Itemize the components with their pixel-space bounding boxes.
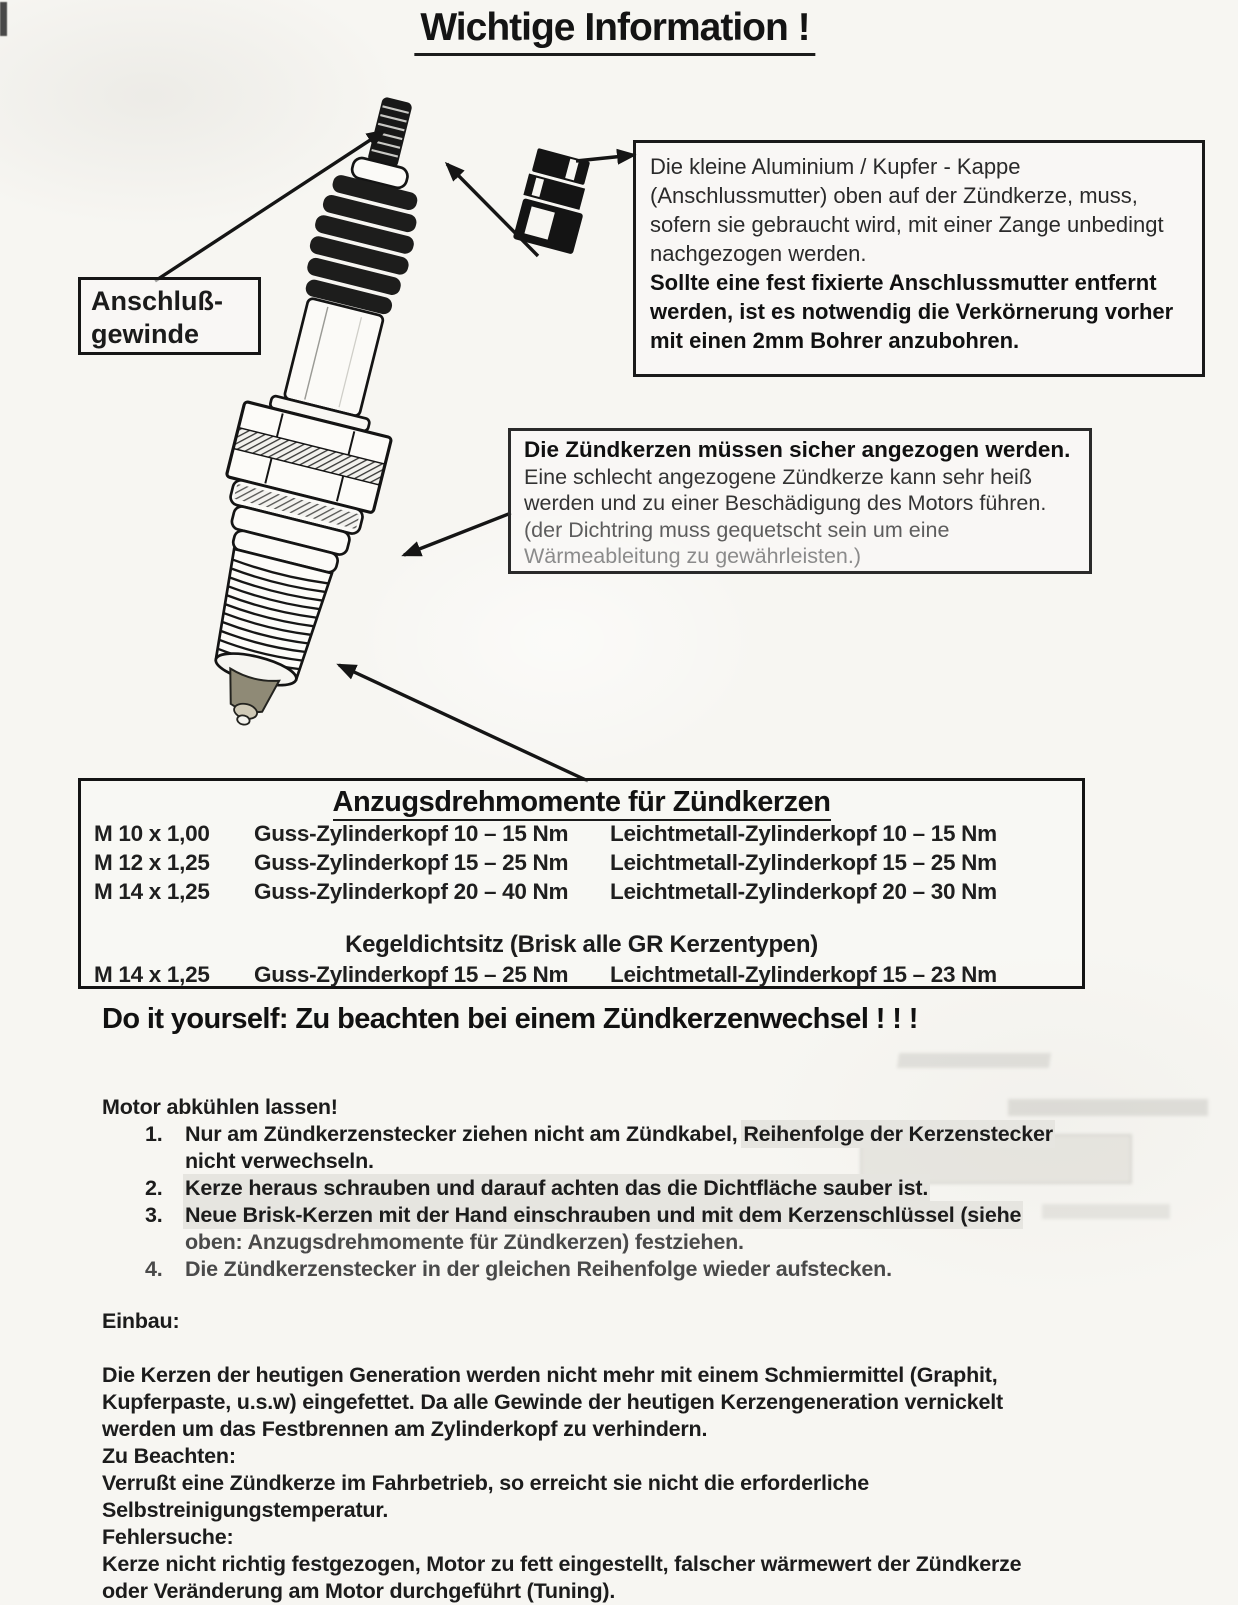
cast-head-torque: Guss-Zylinderkopf 15 – 25 Nm [254,962,569,987]
install-paragraph-line: Die Kerzen der heutigen Generation werden nicht mehr mit einem Schmiermittel (Graphit, [102,1363,998,1387]
cap-note-line: nachgezogen werden. [650,241,867,266]
tighten-note-line: Eine schlecht angezogene Zündkerze kann sehr heiß [524,464,1032,489]
alloy-head-torque: Leichtmetall-Zylinderkopf 15 – 25 Nm [610,850,997,875]
cap-note-bold-line: werden, ist es notwendig die Verkörnerung vorher [650,299,1174,324]
cap-note-line: sofern sie gebraucht wird, mit einer Zange unbedingt [650,212,1164,237]
step-number: 1. [145,1122,163,1146]
cast-head-torque: Guss-Zylinderkopf 15 – 25 Nm [254,850,569,875]
list-item [102,1256,1142,1283]
tighten-note-faded-line: Wärmeableitung zu gewährleisten.) [524,544,861,569]
troubleshooting-line: oder Veränderung am Motor durchgeführt (Tuning). [102,1579,616,1603]
troubleshooting-heading: Fehlersuche: [102,1525,234,1549]
cap-note-line: Die kleine Aluminium / Kupfer - Kappe [650,154,1021,179]
list-item [102,1121,1142,1148]
install-heading: Einbau: [102,1309,180,1333]
thread-size: M 14 x 1,25 [94,962,210,987]
note-line: Selbstreinigungstemperatur. [102,1498,389,1522]
tighten-note-faded-line: (der Dichtring muss gequetscht sein um eine [524,517,950,542]
tighten-note-line: werden und zu einer Beschädigung des Motors führen. [524,491,1047,516]
cast-head-torque: Guss-Zylinderkopf 20 – 40 Nm [254,879,569,904]
thread-label-box [78,277,261,355]
alloy-head-torque: Leichtmetall-Zylinderkopf 15 – 23 Nm [610,962,997,987]
step-number: 3. [145,1203,163,1227]
cap-note-line: (Anschlussmutter) oben auf der Zündkerze, muss, [650,183,1138,208]
note-line: Verrußt eine Zündkerze im Fahrbetrieb, so erreicht sie nicht die erforderliche [102,1471,869,1495]
note-heading: Zu Beachten: [102,1444,236,1468]
step-number: 4. [145,1257,163,1281]
tighten-note-headline: Die Zündkerzen müssen sicher angezogen werden. [524,437,1071,462]
diy-heading: Do it yourself: Zu beachten bei einem Zündkerzenwechsel ! ! ! [102,1003,918,1035]
cone-seat-title: Kegeldichtsitz (Brisk alle GR Kerzentypen) [345,931,818,958]
step-text: Nur am Zündkerzenstecker ziehen nicht am Zündkabel, Reihenfolge der Kerzenstecker [185,1122,1053,1146]
step-text: Neue Brisk-Kerzen mit der Hand einschrauben und mit dem Kerzenschlüssel (siehe [185,1203,1022,1227]
table-row [81,877,1082,906]
cast-head-torque: Guss-Zylinderkopf 10 – 15 Nm [254,821,569,846]
step-number: 2. [145,1176,163,1200]
step-text-continued: oben: Anzugsdrehmomente für Zündkerzen) festziehen. [185,1230,744,1254]
step-text: Die Zündkerzenstecker in der gleichen Reihenfolge wieder aufstecken. [185,1257,892,1281]
table-row [81,819,1082,848]
torque-table-title: Anzugsdrehmomente für Zündkerzen [81,786,1082,819]
thread-size: M 12 x 1,25 [94,850,210,875]
page-title: Wichtige Information ! [414,6,815,56]
cap-note-box [633,140,1205,377]
tighten-note-box [508,428,1092,574]
step-text: Kerze heraus schrauben und darauf achten das die Dichtfläche sauber ist. [185,1176,929,1200]
thread-size: M 14 x 1,25 [94,879,210,904]
troubleshooting-line: Kerze nicht richtig festgezogen, Motor zu fett eingestellt, falscher wärmewert der Zündkerze [102,1552,1022,1576]
alloy-head-torque: Leichtmetall-Zylinderkopf 20 – 30 Nm [610,879,997,904]
diy-intro: Motor abkühlen lassen! [102,1095,338,1119]
spark-plug-illustration [169,82,471,743]
cap-note-bold-line: mit einen 2mm Bohrer anzubohren. [650,328,1020,353]
alloy-head-torque: Leichtmetall-Zylinderkopf 10 – 15 Nm [610,821,997,846]
install-paragraph-line: Kupferpaste, u.s.w) eingefettet. Da alle Gewinde der heutigen Kerzengeneration vernickelt [102,1390,1003,1414]
install-paragraph-line: werden um das Festbrennen am Zylinderkopf zu verhindern. [102,1417,708,1441]
list-item [102,1175,1142,1202]
list-item [102,1202,1142,1229]
thread-size: M 10 x 1,00 [94,821,210,846]
body-text [102,1002,1142,1605]
torque-table [78,778,1085,989]
step-text-continued: nicht verwechseln. [185,1149,374,1173]
table-row [81,960,1082,989]
thread-label-line: Anschluß- [91,286,223,316]
terminal-cap-icon [512,147,597,254]
thread-label-line: gewinde [91,319,200,349]
cap-note-bold-line: Sollte eine fest fixierte Anschlussmutter entfernt [650,270,1157,295]
table-row [81,848,1082,877]
